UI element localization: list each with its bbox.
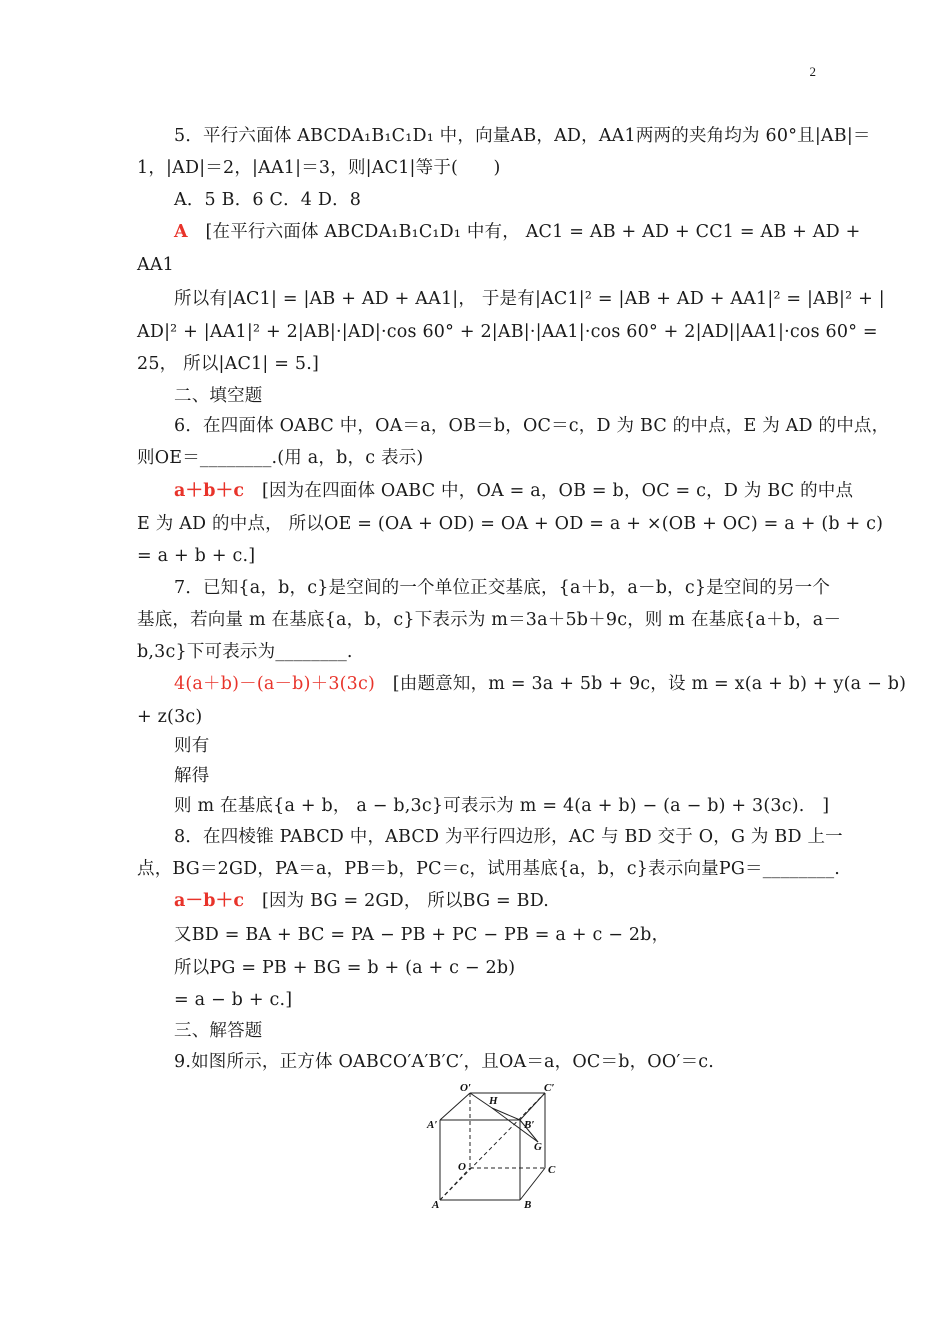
q6-stem: 6．在四面体 OABC 中，OA＝a，OB＝b，OC＝c，D 为 BC 的中点，E 为 AD 的中点， [174,416,890,436]
q5-solution-cont: AA1 [137,255,175,275]
q7-stem: 7．已知{a，b，c}是空间的一个单位正交基底，{a＋b，a－b，c}是空间的另一个 [174,578,831,598]
q5-stem: 5．平行六面体 ABCDA₁B₁C₁D₁ 中，向量AB，AD，AA1两两的夹角均为 60°且|AB|＝ [174,126,871,146]
label-h: H [489,1095,498,1107]
label-a-prime: A′ [427,1119,438,1131]
q7-stem-cont: 基底，若向量 m 在基底{a，b，c}下表示为 m＝3a＋5b＋9c，则 m 在基底{a＋b，a－ [137,610,842,630]
q9-stem: 9.如图所示，正方体 OABCO′A′B′C′，且OA＝a，OC＝b，OO′＝c. [174,1052,715,1072]
q7-solution-line5: 则 m 在基底{a + b， a − b,3c}可表示为 m = 4(a + b) − (a − b) + 3(3c). ] [174,796,830,816]
q6-stem-cont: 则OE＝________.(用 a，b，c 表示) [137,448,424,468]
section-heading-answer: 三、解答题 [174,1021,263,1041]
label-g: G [534,1141,542,1153]
q6-solution [174,479,854,503]
q7-solution-line2: + z(3c) [137,707,203,727]
q8-solution-line3: 所以PG = PB + BG = b + (a + c − 2b) [174,958,516,978]
label-o: O [458,1161,466,1173]
q5-solution-text: [在平行六面体 ABCDA₁B₁C₁D₁ 中有， AC1 = AB + AD + CC1 = AB + AD + [205,222,861,242]
q7-answer: 4(a＋b)－(a－b)＋3(3c) [174,674,376,694]
q8-answer: a－b＋c [174,891,245,911]
q5-solution [174,220,861,244]
q5-stem-cont: 1，|AD|＝2，|AA1|＝3，则|AC1|等于( ) [137,158,501,178]
q7-solution-line3: 则有 [174,736,210,756]
q5-solution-line3: AD|² + |AA1|² + 2|AB|·|AD|·cos 60° + 2|AB|·|AA1|·cos 60° + 2|AD||AA1|·cos 60° = [137,322,878,342]
q5-solution-line4: 25， 所以|AC1| = 5.] [137,354,319,374]
q8-stem-cont: 点，BG＝2GD，PA＝a，PB＝b，PC＝c，试用基底{a，b，c}表示向量PG＝________. [137,859,841,879]
section-heading-fill-in: 二、填空题 [174,386,263,406]
label-c-prime: C′ [544,1082,555,1094]
q6-solution-line2: E 为 AD 的中点， 所以OE = (OA + OD) = OA + OD = a + ×(OB + OC) = a + (b + c) [137,514,884,534]
q6-solution-line3: = a + b + c.] [137,546,256,566]
label-c: C [548,1164,556,1176]
q6-solution-text: [因为在四面体 OABC 中，OA = a，OB = b，OC = c，D 为 BC 的中点 [261,481,854,501]
q5-options: A．5 B．6 C．4 D．8 [174,190,362,210]
label-o-prime: O′ [460,1082,472,1094]
q8-stem: 8．在四棱锥 PABCD 中，ABCD 为平行四边形，AC 与 BD 交于 O，G 为 BD 上一 [174,827,843,847]
label-b-prime: B′ [524,1119,535,1131]
q7-solution [174,672,907,696]
q6-answer: a＋b＋c [174,481,245,501]
q7-stem-cont2: b,3c}下可表示为________. [137,642,353,662]
q7-solution-text: [由题意知，m = 3a + 5b + 9c，设 m = x(a + b) + y(a − b) [392,674,907,694]
label-b: B [524,1199,532,1211]
q7-solution-line4: 解得 [174,766,210,786]
q8-solution-line4: = a − b + c.] [174,990,293,1010]
q5-solution-line2: 所以有|AC1| = |AB + AD + AA1|， 于是有|AC1|² = |AB + AD + AA1|² = |AB|² + | [174,289,885,309]
q8-solution [174,889,817,913]
label-a: A [432,1199,440,1211]
cube-figure [420,1080,570,1215]
q5-answer: A [174,222,188,242]
page-number: 2 [809,64,816,79]
q8-solution-line2: 又BD = BA + BC = PA − PB + PC − PB = a + c − 2b， [174,925,670,945]
q8-solution-text: [因为 BG = 2GD， 所以BG = BD. [261,891,550,911]
